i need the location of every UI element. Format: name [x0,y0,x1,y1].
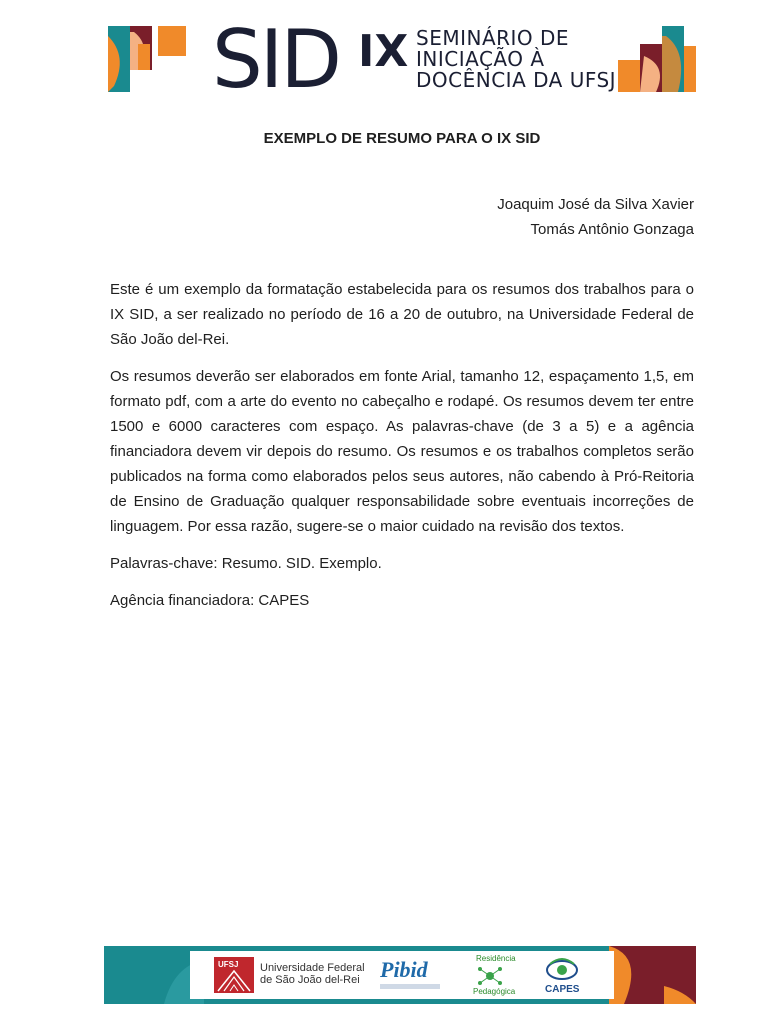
residencia-pedagogica-icon [476,963,504,989]
ufsj-name-line-1: Universidade Federal [260,962,365,974]
ufsj-logo-icon [214,957,254,993]
event-name-line-2: INICIAÇÃO À [416,47,545,71]
capes-logo-icon [546,956,578,982]
keywords: Palavras-chave: Resumo. SID. Exemplo. [110,555,382,572]
abstract-title: EXEMPLO DE RESUMO PARA O IX SID [263,130,541,147]
edition-number: IX [358,26,409,77]
pibid-logo-text: Pibid [380,957,428,982]
capes-logo-text: CAPES [545,984,580,995]
funding-agency: Agência financiadora: CAPES [110,592,310,609]
ufsj-name-line-2: de São João del-Rei [260,974,360,986]
ufsj-name [260,962,365,986]
partner-logos-panel [190,951,614,999]
author-name: Joaquim José da Silva Xavier [497,196,694,213]
author-name: Tomás Antônio Gonzaga [530,221,694,238]
abstract-body [110,277,694,625]
decorative-shapes-left [108,26,186,92]
event-name-line-3: DOCÊNCIA DA UFSJ [416,68,617,92]
ufsj-short-label: UFSJ [218,960,239,969]
event-name [416,28,616,91]
event-footer-banner [104,946,696,1004]
pibid-subtitle-bar [380,984,440,989]
author-list [497,192,694,242]
decorative-shapes-right [618,26,696,92]
event-name-line-1: SEMINÁRIO DE [416,26,570,50]
sid-logo-text: SID [212,13,339,106]
paragraph: Os resumos deverão ser elaborados em fonte Arial, tamanho 12, espaçamento 1,5, em formato pdf, com a arte do evento no cabeçalho e rodapé. Os resumos devem ter entre 1500 e 6000 caracteres com espaço. As palavras-chave (de 3 a 5) e a agência financiadora devem vir depois do resumo. Os resumos e os trabalhos completos serão publicados na forma como elaborados pelos seus autores, não cabendo à Pró-Reitoria de Ensino de Graduação qualquer responsabilidade sobre eventuais incorreções de linguagem. Por essa razão, sugere-se o maior cuidado na revisão dos textos. [110,368,694,535]
residencia-logo-bottom: Pedagógica [473,987,516,996]
residencia-logo-top: Residência [476,954,516,963]
event-header-banner [108,13,696,106]
paragraph: Este é um exemplo da formatação estabelecida para os resumos dos trabalhos para o IX SID, a ser realizado no período de 16 a 20 de outubro, na Universidade Federal de São João del-Rei. [110,281,694,348]
